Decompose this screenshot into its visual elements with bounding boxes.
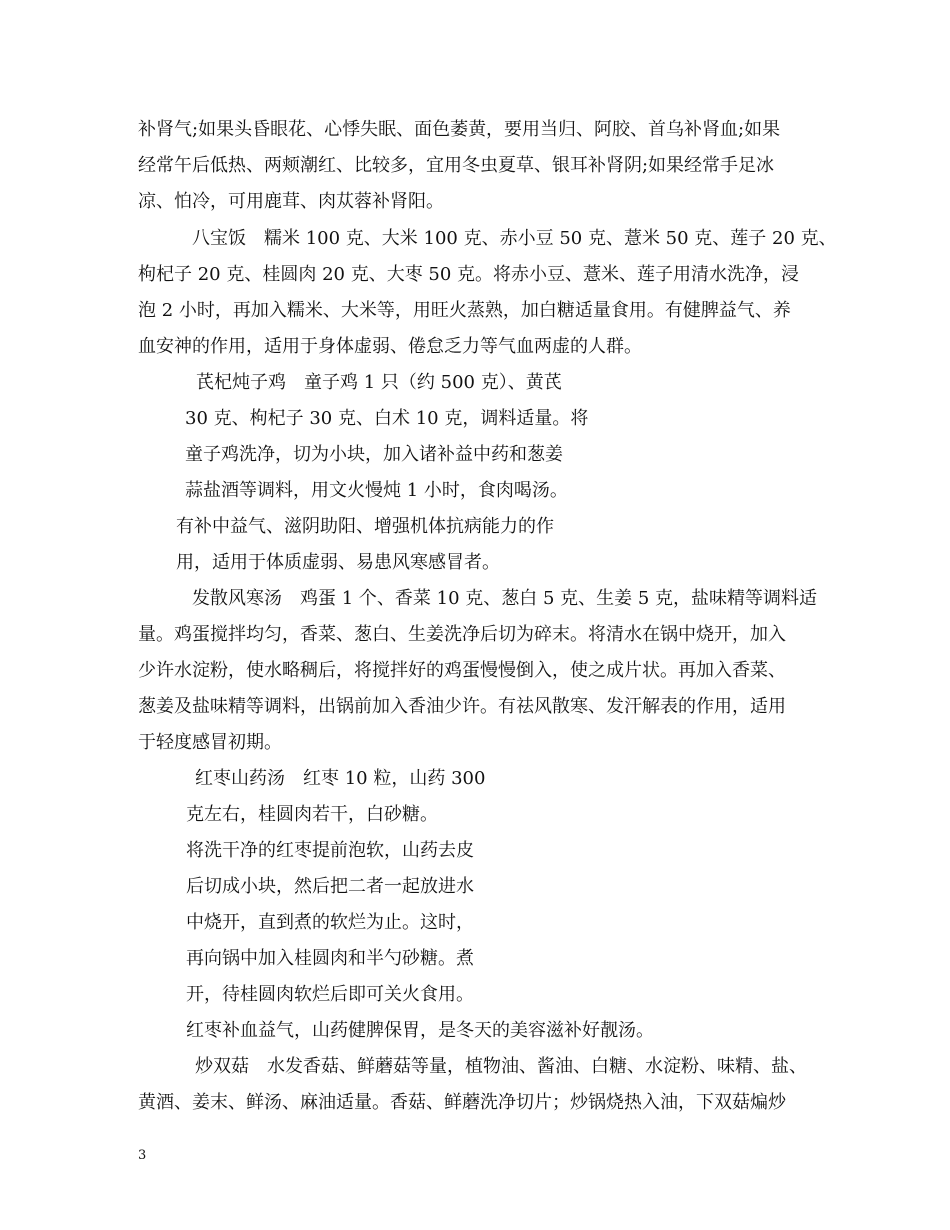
text-line: 发散风寒汤 鸡蛋 1 个、香菜 10 克、葱白 5 克、生姜 5 克，盐味精等调料适 xyxy=(192,588,818,609)
text-line: 血安神的作用，适用于身体虚弱、倦怠乏力等气血两虚的人群。 xyxy=(138,336,642,357)
text-line: 红枣补血益气，山药健脾保胃，是冬天的美容滋补好靓汤。 xyxy=(186,1020,654,1041)
page-number: 3 xyxy=(138,1148,147,1163)
text-line: 黄酒、姜末、鲜汤、麻油适量。香菇、鲜蘑洗净切片；炒锅烧热入油，下双菇煸炒 xyxy=(138,1092,786,1113)
text-line: 再向锅中加入桂圆肉和半勺砂糖。煮 xyxy=(186,948,474,969)
text-line: 蒜盐酒等调料，用文火慢炖 1 小时，食肉喝汤。 xyxy=(185,480,568,501)
text-line: 补肾气;如果头昏眼花、心悸失眠、面色萎黄，要用当归、阿胶、首乌补肾血;如果 xyxy=(138,119,781,140)
text-line: 中烧开，直到煮的软烂为止。这时， xyxy=(186,912,474,933)
text-line: 少许水淀粉，使水略稠后，将搅拌好的鸡蛋慢慢倒入，使之成片状。再加入香菜、 xyxy=(138,660,786,681)
text-line: 克左右，桂圆肉若干，白砂糖。 xyxy=(186,804,438,825)
text-line: 将洗干净的红枣提前泡软，山药去皮 xyxy=(186,840,474,861)
text-line: 于轻度感冒初期。 xyxy=(138,732,282,753)
text-line: 枸杞子 20 克、桂圆肉 20 克、大枣 50 克。将赤小豆、薏米、莲子用清水洗净，浸 xyxy=(138,264,800,285)
text-line: 凉、怕冷，可用鹿茸、肉苁蓉补肾阳。 xyxy=(138,191,444,212)
text-line: 炒双菇 水发香菇、鲜蘑菇等量，植物油、酱油、白糖、水淀粉、味精、盐、 xyxy=(195,1056,807,1077)
text-line: 30 克、枸杞子 30 克、白术 10 克，调料适量。将 xyxy=(185,408,589,429)
text-line: 童子鸡洗净，切为小块，加入诸补益中药和葱姜 xyxy=(185,444,563,465)
text-line: 后切成小块，然后把二者一起放进水 xyxy=(186,876,474,897)
text-line: 经常午后低热、两颊潮红、比较多，宜用冬虫夏草、银耳补肾阴;如果经常手足冰 xyxy=(138,155,775,176)
text-line: 葱姜及盐味精等调料，出锅前加入香油少许。有祛风散寒、发汗解表的作用，适用 xyxy=(138,696,786,717)
text-line: 有补中益气、滋阴助阳、增强机体抗病能力的作 xyxy=(176,516,554,537)
text-line: 芪杞炖子鸡 童子鸡 1 只（约 500 克）、黄芪 xyxy=(196,372,562,393)
text-line: 八宝饭 糯米 100 克、大米 100 克、赤小豆 50 克、薏米 50 克、莲子 20 克、 xyxy=(192,228,837,249)
text-line: 量。鸡蛋搅拌均匀，香菜、葱白、生姜洗净后切为碎末。将清水在锅中烧开，加入 xyxy=(138,624,786,645)
text-line: 红枣山药汤 红枣 10 粒，山药 300 xyxy=(195,768,486,789)
text-line: 泡 2 小时，再加入糯米、大米等，用旺火蒸熟，加白糖适量食用。有健脾益气、养 xyxy=(138,300,791,321)
text-line: 用，适用于体质虚弱、易患风寒感冒者。 xyxy=(176,552,500,573)
text-line: 开，待桂圆肉软烂后即可关火食用。 xyxy=(186,984,474,1005)
